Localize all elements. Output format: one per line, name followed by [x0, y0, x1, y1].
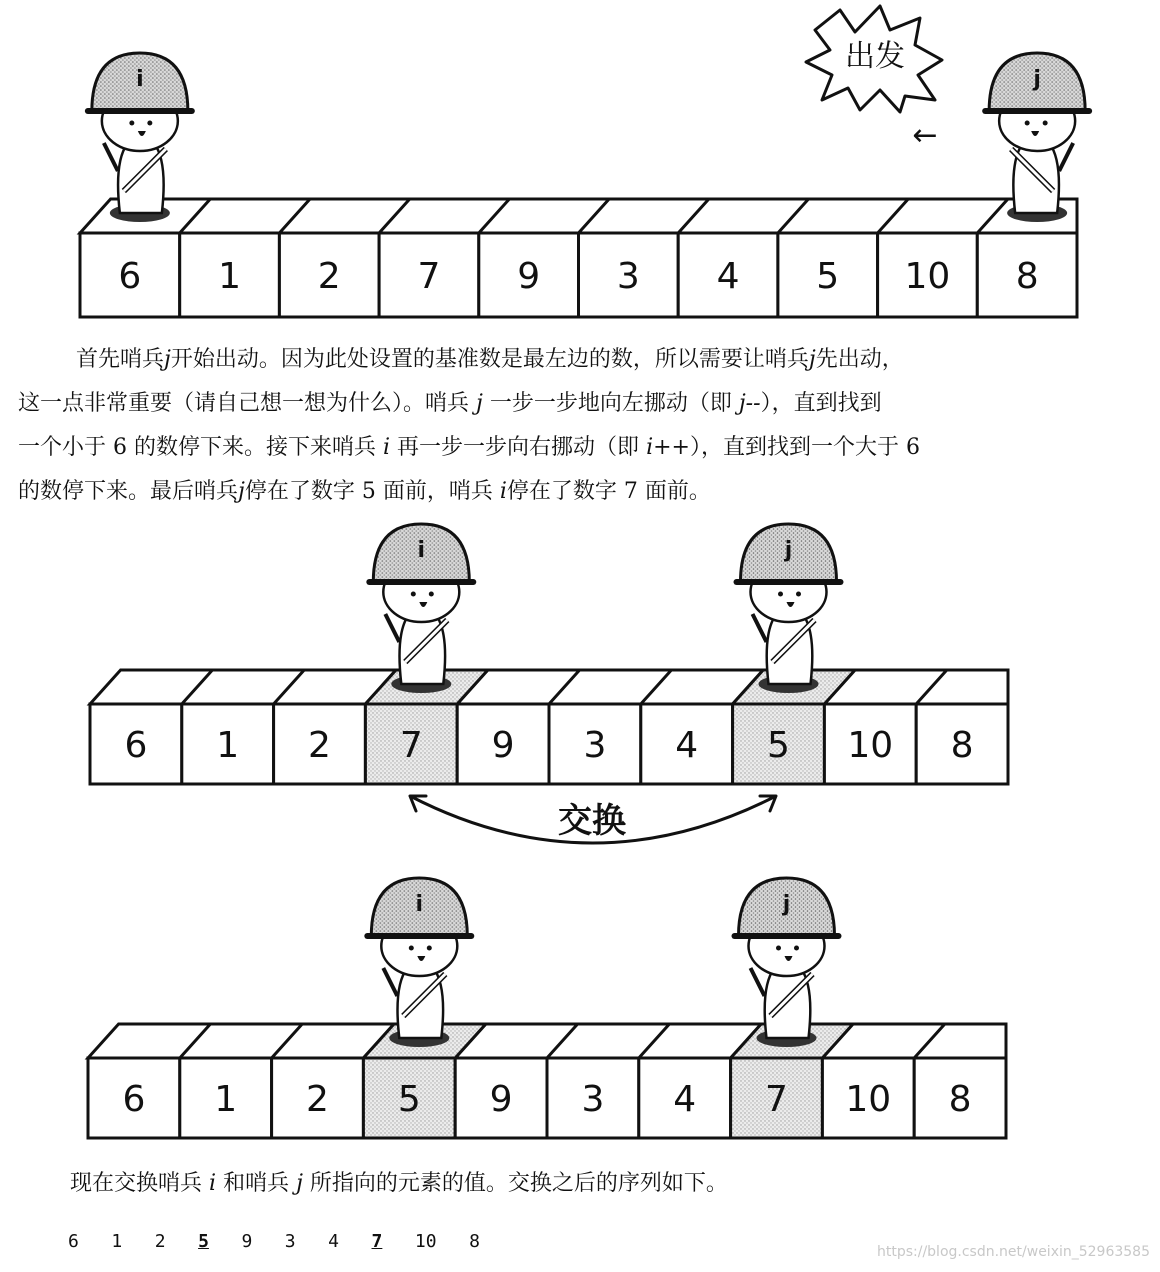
row-top-face [90, 670, 1008, 704]
var-j-decrement: j-- [738, 391, 761, 416]
var-i-increment: i++ [646, 435, 690, 460]
cell-value: 9 [517, 256, 541, 297]
cell-value: 9 [491, 725, 515, 766]
eye [147, 121, 152, 126]
cell-value: 6 [124, 725, 148, 766]
cell-value: 5 [767, 725, 790, 766]
text-span: 现在交换哨兵 [70, 1171, 203, 1196]
var-i: i [383, 435, 391, 460]
cell-value: 2 [317, 256, 341, 297]
eye [778, 592, 783, 597]
result-sequence [68, 1231, 480, 1252]
sequence-value: 5 [198, 1231, 209, 1252]
text-line-1 [18, 338, 1138, 382]
watermark: https://blog.csdn.net/weixin_52963585 [876, 1244, 1150, 1260]
cell-value: 9 [489, 1079, 513, 1120]
speech-bubble [806, 6, 942, 112]
sequence-value: 6 [68, 1231, 79, 1252]
var-j: j [164, 347, 171, 372]
left-arrow-icon: ← [912, 118, 938, 153]
text-span: 先出动， [815, 347, 904, 372]
cell-value: 4 [675, 725, 699, 766]
text-span: 停在了数字 5 面前，哨兵 [244, 479, 493, 504]
eye [796, 592, 801, 597]
eye [409, 946, 414, 951]
text-span: 开始出动。因为此处设置的基准数是最左边的数，所以需要让哨兵 [170, 347, 809, 372]
swap-label: 交换 [558, 801, 626, 841]
cell-value: 1 [216, 725, 240, 766]
swap-paragraph [70, 1162, 1160, 1206]
sequence-value: 4 [328, 1231, 339, 1252]
eye [129, 121, 134, 126]
helmet-letter: i [417, 538, 426, 563]
helmet-letter: j [782, 892, 791, 917]
sequence-value: 7 [371, 1231, 383, 1252]
cell-value: 7 [417, 256, 441, 297]
cell-value: 2 [306, 1079, 329, 1120]
text-line-2 [18, 382, 1138, 426]
arm [383, 968, 397, 996]
var-i: i [209, 1171, 217, 1196]
helmet-letter: j [1033, 67, 1041, 92]
eye [429, 592, 434, 597]
cell-value: 8 [1015, 256, 1039, 297]
cell-value: 6 [122, 1079, 146, 1120]
helmet-letter: i [415, 892, 424, 917]
arm [751, 968, 765, 996]
cell-value: 8 [948, 1079, 972, 1120]
arm [104, 143, 118, 171]
arm [1059, 143, 1073, 171]
text-span: 首先哨兵 [76, 347, 165, 372]
row-top-face [88, 1024, 1006, 1058]
var-i: i [499, 479, 507, 504]
sentinel-i [367, 878, 471, 1047]
sentinel-j [735, 878, 839, 1047]
sequence-value: 10 [414, 1231, 437, 1252]
sequence-value: 2 [154, 1231, 166, 1252]
sentinel-i [88, 53, 192, 222]
sequence-value: 8 [469, 1231, 480, 1252]
text-span: 停在了数字 7 面前。 [506, 479, 711, 504]
var-j: j [808, 347, 816, 372]
text-span: ），直到找到 [760, 391, 882, 416]
eye [427, 946, 432, 951]
sequence-value: 1 [111, 1231, 123, 1252]
cell-value: 3 [581, 1079, 605, 1120]
cell-value: 6 [118, 256, 142, 297]
cell-value: 5 [397, 1079, 421, 1120]
text-span: 再一步一步向右挪动（即 [397, 435, 640, 460]
cell-value: 7 [765, 1079, 788, 1120]
arm [385, 614, 399, 642]
cell-value: 3 [616, 256, 640, 297]
row-top-face [80, 199, 1077, 233]
cell-value: 3 [583, 725, 607, 766]
sentinel-j [985, 53, 1089, 222]
array-row-1 [80, 199, 1077, 317]
var-j: j [476, 391, 483, 416]
text-span: 所指向的元素的值。交换之后的序列如下。 [309, 1171, 728, 1196]
arm [753, 614, 767, 642]
var-j: j [238, 479, 245, 504]
explanation-paragraph [18, 338, 1138, 514]
var-j: j [296, 1171, 303, 1196]
sequence-value: 3 [284, 1231, 296, 1252]
cell-value: 2 [308, 725, 331, 766]
text-line-4 [18, 470, 1138, 514]
text-line-3 [18, 426, 1138, 470]
sentinel-j [737, 524, 841, 693]
cell-value: 10 [847, 725, 894, 766]
cell-value: 7 [399, 725, 423, 766]
swap-arrow [410, 796, 776, 843]
text-span: 一步一步地向左挪动（即 [489, 391, 732, 416]
eye [794, 946, 799, 951]
cell-value: 10 [845, 1079, 892, 1120]
eye [776, 946, 781, 951]
cell-value: 1 [214, 1079, 238, 1120]
cell-value: 8 [950, 725, 974, 766]
text-span: ），直到找到一个大于 6 [689, 435, 920, 460]
cell-value: 4 [673, 1079, 697, 1120]
eye [411, 592, 416, 597]
sequence-value: 9 [241, 1231, 253, 1252]
text-span: 的数停下来。最后哨兵 [18, 479, 239, 504]
text-span: 一个小于 6 的数停下来。接下来哨兵 [18, 435, 376, 460]
helmet-letter: i [136, 67, 144, 92]
sentinel-i [369, 524, 473, 693]
cell-value: 1 [218, 256, 242, 297]
eye [1043, 121, 1048, 126]
text-span: 和哨兵 [223, 1171, 290, 1196]
array-row-3 [88, 1024, 1006, 1138]
array-row-2 [90, 670, 1008, 784]
cell-value: 10 [904, 256, 951, 297]
eye [1025, 121, 1030, 126]
text-span: 这一点非常重要（请自己想一想为什么）。哨兵 [18, 391, 470, 416]
speech-text: 出发 [845, 39, 905, 74]
cell-value: 5 [816, 256, 840, 297]
cell-value: 4 [716, 256, 740, 297]
helmet-letter: j [784, 538, 793, 563]
